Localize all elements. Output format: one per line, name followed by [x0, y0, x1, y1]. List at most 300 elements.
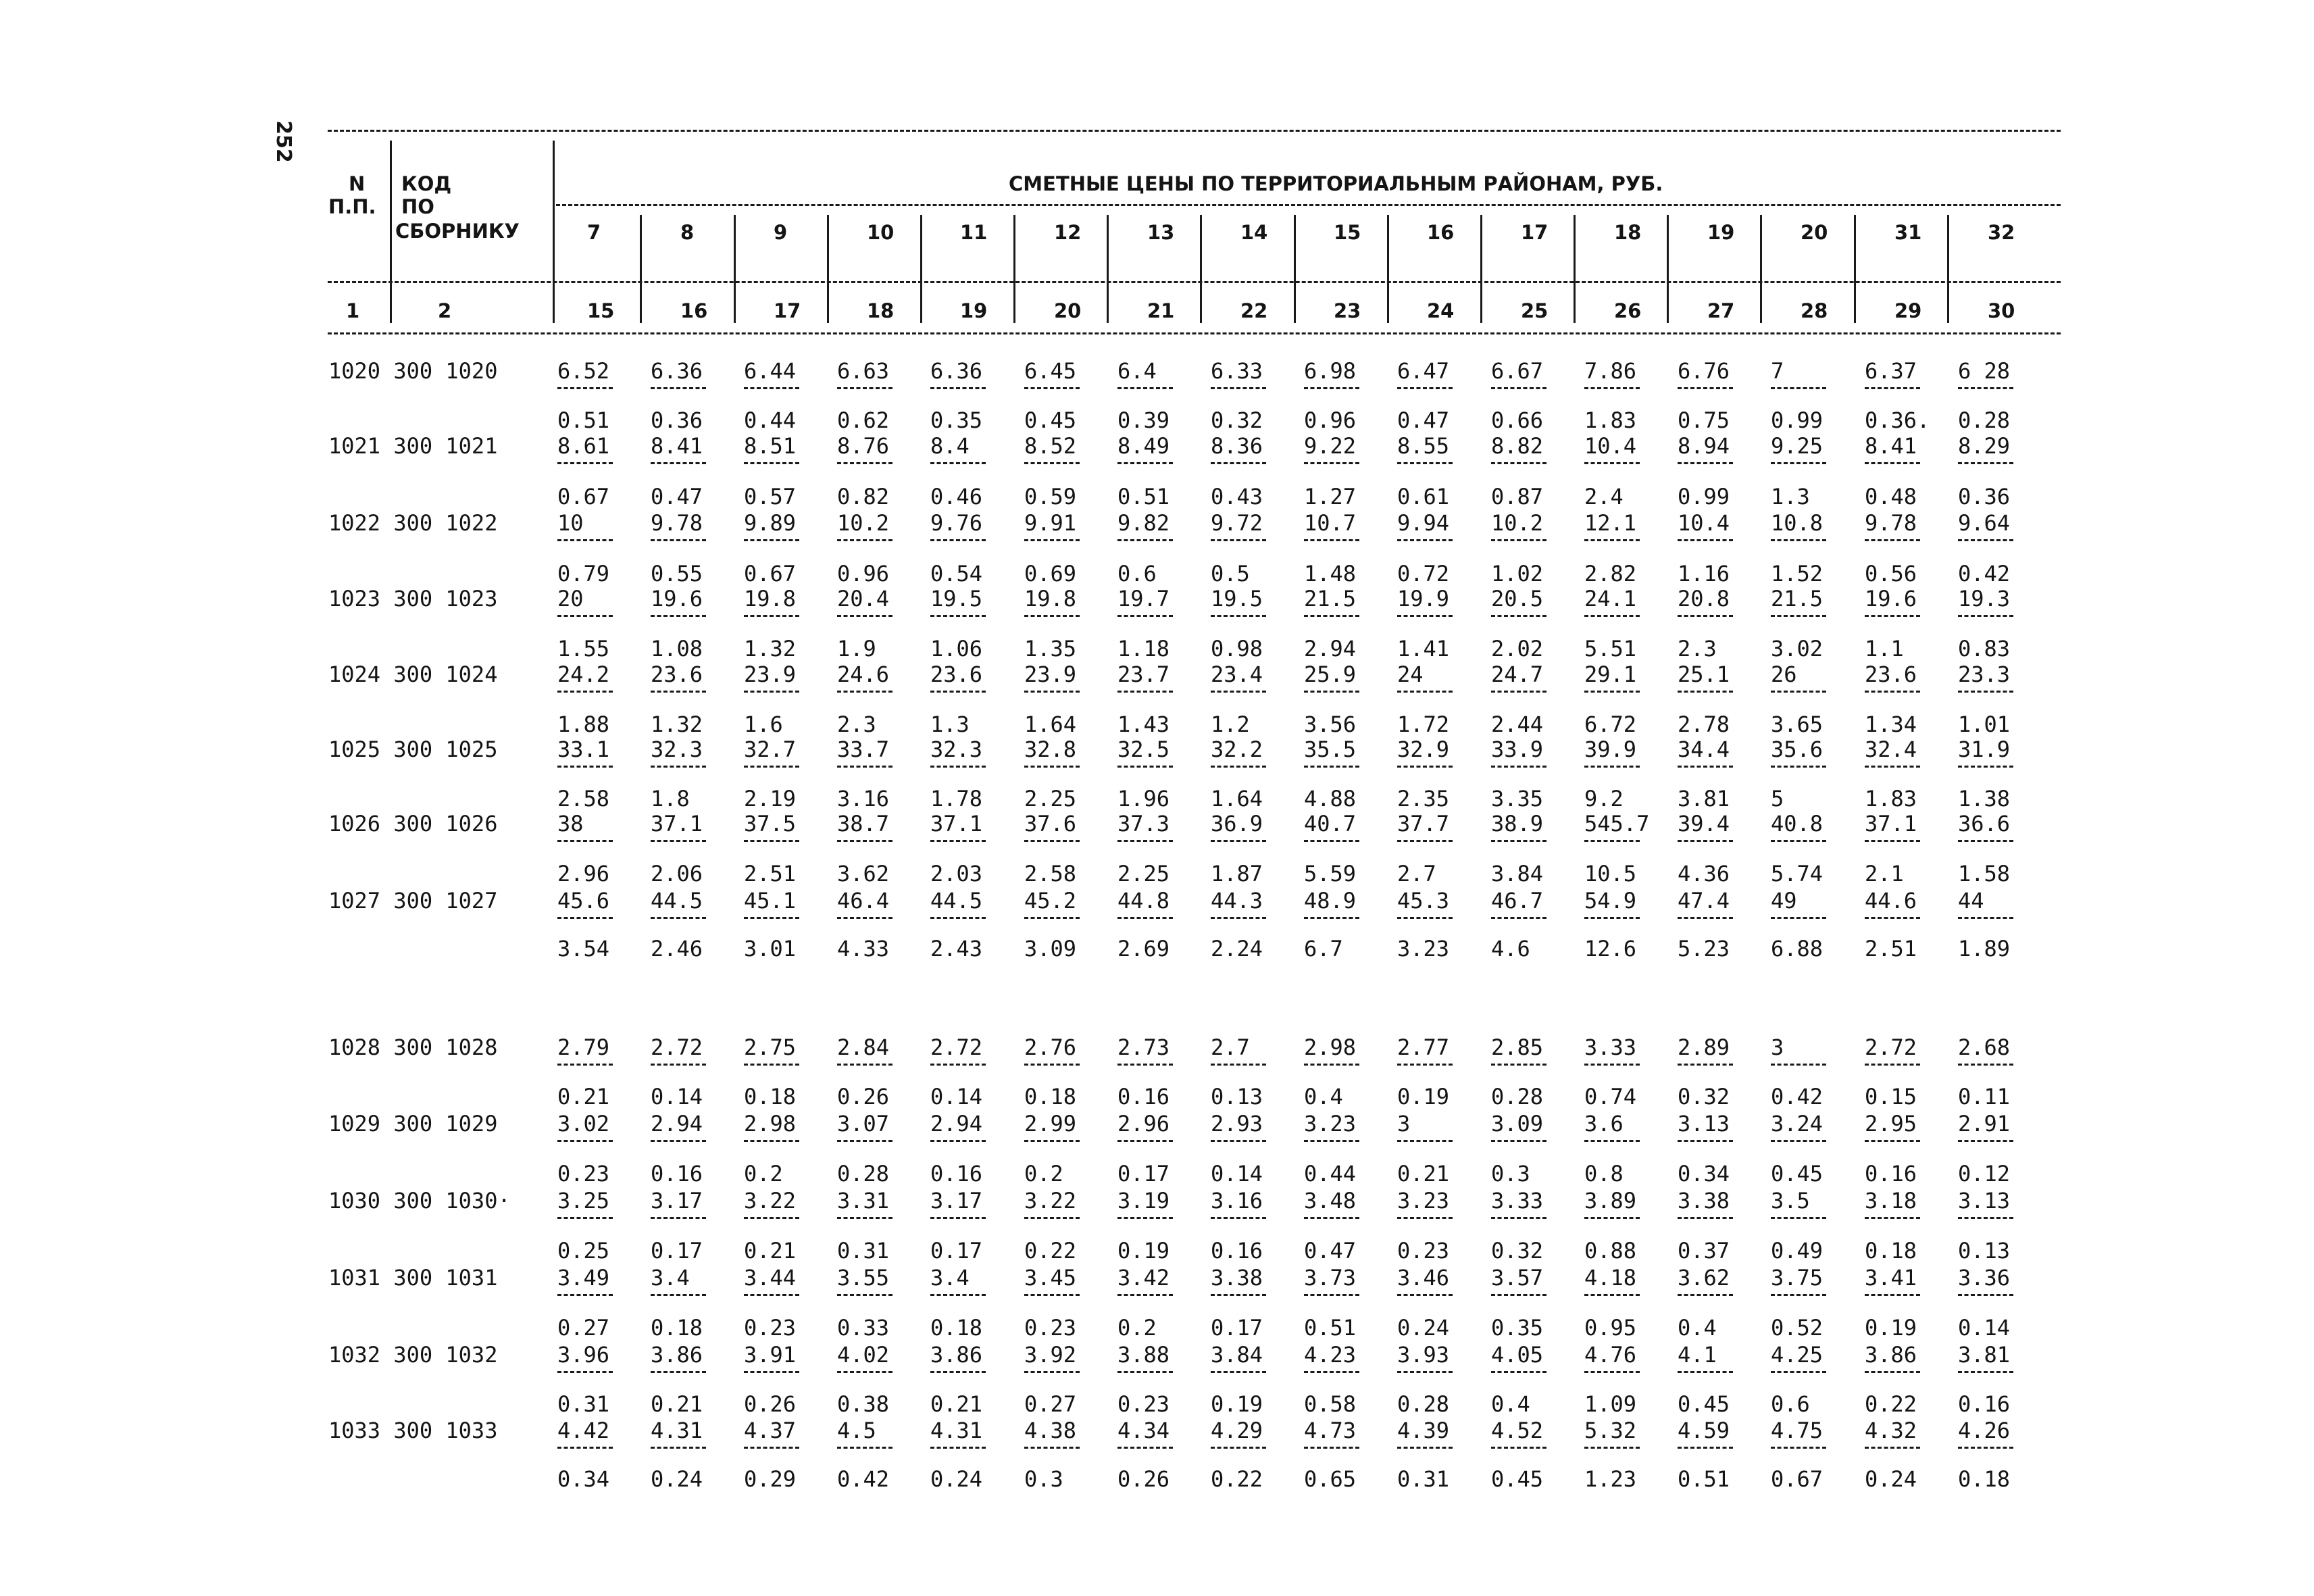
fraction-separator	[557, 539, 613, 541]
fraction-separator	[1584, 615, 1640, 617]
price-cell: 44.5	[651, 888, 703, 914]
fraction-separator	[1211, 917, 1266, 919]
price-cell: 25.1	[1678, 662, 1730, 687]
price-cell: 6.7	[1304, 936, 1343, 962]
price-cell: 3.19	[1117, 1188, 1170, 1214]
price-cell: 2.78	[1678, 712, 1730, 737]
price-cell: 1.43	[1117, 712, 1170, 737]
row-code: 1023 300 1023	[328, 586, 498, 612]
price-cell: 0.23	[1117, 1391, 1170, 1417]
fraction-separator	[837, 462, 892, 464]
row-code: 1027 300 1027	[328, 888, 498, 914]
fraction-separator	[1865, 539, 1920, 541]
region-divider	[1294, 215, 1296, 323]
price-cell: 0.51	[557, 407, 610, 433]
price-cell: 0.54	[930, 561, 983, 587]
price-cell: 2.72	[651, 1034, 703, 1060]
price-cell: 1.96	[1117, 786, 1170, 812]
fraction-separator	[1491, 1217, 1546, 1219]
price-cell: 6.33	[1211, 358, 1263, 384]
price-cell: 3.41	[1865, 1265, 1917, 1291]
fraction-separator	[1584, 1294, 1640, 1296]
fraction-separator	[1117, 1294, 1173, 1296]
fraction-separator	[837, 691, 892, 693]
price-cell: 1.09	[1584, 1391, 1637, 1417]
fraction-separator	[1678, 539, 1733, 541]
price-cell: 0.24	[651, 1466, 703, 1492]
fraction-separator	[1211, 1064, 1266, 1066]
price-cell: 0.48	[1865, 484, 1917, 509]
row-code: 1028 300 1028	[328, 1034, 498, 1060]
price-cell: 0.28	[1958, 407, 2011, 433]
price-cell: 1.32	[744, 636, 797, 662]
fraction-separator	[1584, 387, 1640, 389]
fraction-separator	[1304, 1140, 1359, 1142]
price-cell: 3.4	[930, 1265, 970, 1291]
fraction-separator	[1397, 1371, 1453, 1373]
fraction-separator	[557, 691, 613, 693]
fraction-separator	[557, 917, 613, 919]
price-cell: 23.6	[930, 662, 983, 687]
column-index: 23	[1334, 299, 1361, 322]
fraction-separator	[1117, 691, 1173, 693]
price-cell: 0.19	[1117, 1238, 1170, 1264]
price-cell: 12.6	[1584, 936, 1637, 962]
fraction-separator	[1304, 691, 1359, 693]
fraction-separator	[1958, 615, 2013, 617]
price-cell: 3.81	[1958, 1342, 2011, 1368]
price-cell: 2.51	[744, 861, 797, 887]
price-cell: 37.6	[1024, 811, 1077, 837]
price-cell: 0.47	[651, 484, 703, 509]
price-cell: 8.55	[1397, 433, 1450, 459]
price-cell: 24	[1397, 662, 1424, 687]
price-cell: 2.91	[1958, 1111, 2011, 1137]
fraction-separator	[1865, 917, 1920, 919]
price-cell: 3.56	[1304, 712, 1357, 737]
fraction-separator	[744, 539, 799, 541]
fraction-separator	[1584, 766, 1640, 768]
price-cell: 24.2	[557, 662, 610, 687]
page-number: 252	[271, 120, 295, 163]
price-cell: 0.29	[744, 1466, 797, 1492]
price-cell: 3.38	[1678, 1188, 1730, 1214]
price-cell: 1.64	[1024, 712, 1077, 737]
fraction-separator	[1584, 462, 1640, 464]
price-cell: 4.33	[837, 936, 890, 962]
fraction-separator	[1771, 766, 1826, 768]
price-cell: 0.3	[1024, 1466, 1063, 1492]
price-cell: 0.21	[557, 1084, 610, 1109]
region-divider	[1574, 215, 1576, 323]
price-cell: 45.1	[744, 888, 797, 914]
fraction-separator	[744, 691, 799, 693]
price-cell: 32.2	[1211, 737, 1263, 762]
price-cell: 5.59	[1304, 861, 1357, 887]
price-cell: 0.24	[930, 1466, 983, 1492]
price-cell: 2.84	[837, 1034, 890, 1060]
fraction-separator	[1304, 462, 1359, 464]
fraction-separator	[1304, 1294, 1359, 1296]
fraction-separator	[1865, 1217, 1920, 1219]
fraction-separator	[1678, 1064, 1733, 1066]
fraction-separator	[1397, 1294, 1453, 1296]
price-cell: 3.57	[1491, 1265, 1544, 1291]
price-cell: 0.14	[1211, 1161, 1263, 1187]
fraction-separator	[1958, 1217, 2013, 1219]
price-cell: 0.42	[837, 1466, 890, 1492]
price-cell: 32.4	[1865, 737, 1917, 762]
price-cell: 3.33	[1491, 1188, 1544, 1214]
price-cell: 38.7	[837, 811, 890, 837]
fraction-separator	[557, 766, 613, 768]
price-cell: 0.14	[1958, 1315, 2011, 1341]
price-cell: 0.35	[930, 407, 983, 433]
region-number: 14	[1240, 221, 1268, 244]
region-number: 7	[587, 221, 601, 244]
fraction-separator	[930, 1447, 986, 1449]
price-cell: 0.2	[1024, 1161, 1063, 1187]
price-cell: 19.6	[1865, 586, 1917, 612]
fraction-separator	[1491, 691, 1546, 693]
price-cell: 0.83	[1958, 636, 2011, 662]
price-cell: 0.17	[651, 1238, 703, 1264]
column-index: 19	[960, 299, 988, 322]
price-cell: 4.31	[930, 1418, 983, 1443]
price-cell: 1.88	[557, 712, 610, 737]
price-cell: 0.51	[1117, 484, 1170, 509]
price-cell: 10.5	[1584, 861, 1637, 887]
fraction-separator	[1865, 691, 1920, 693]
fraction-separator	[1678, 387, 1733, 389]
fraction-separator	[1117, 840, 1173, 842]
row-code: 1031 300 1031	[328, 1265, 498, 1291]
fraction-separator	[1024, 387, 1080, 389]
price-cell: 3	[1771, 1034, 1784, 1060]
fraction-separator	[1491, 1371, 1546, 1373]
fraction-separator	[651, 387, 706, 389]
region-number: 32	[1988, 221, 2015, 244]
price-cell: 46.4	[837, 888, 890, 914]
fraction-separator	[930, 539, 986, 541]
fraction-separator	[1024, 840, 1080, 842]
header-mid-rule	[328, 281, 2061, 283]
fraction-separator	[1865, 615, 1920, 617]
price-cell: 0.82	[837, 484, 890, 509]
fraction-separator	[1117, 1371, 1173, 1373]
price-cell: 0.26	[1117, 1466, 1170, 1492]
price-cell: 32.7	[744, 737, 797, 762]
price-cell: 0.45	[1771, 1161, 1823, 1187]
price-cell: 2.82	[1584, 561, 1637, 587]
price-cell: 4.76	[1584, 1342, 1637, 1368]
price-cell: 6.36	[930, 358, 983, 384]
price-cell: 3.38	[1211, 1265, 1263, 1291]
price-cell: 0.16	[1865, 1161, 1917, 1187]
price-cell: 6.44	[744, 358, 797, 384]
price-cell: 0.58	[1304, 1391, 1357, 1417]
price-cell: 6.67	[1491, 358, 1544, 384]
fraction-separator	[1304, 917, 1359, 919]
price-cell: 0.22	[1865, 1391, 1917, 1417]
price-cell: 0.19	[1865, 1315, 1917, 1341]
fraction-separator	[1771, 615, 1826, 617]
price-cell: 40.7	[1304, 811, 1357, 837]
price-cell: 6.72	[1584, 712, 1637, 737]
column-index: 27	[1707, 299, 1735, 322]
fraction-separator	[1584, 1447, 1640, 1449]
price-cell: 5.74	[1771, 861, 1823, 887]
price-cell: 0.75	[1678, 407, 1730, 433]
fraction-separator	[744, 1294, 799, 1296]
fraction-separator	[1117, 1447, 1173, 1449]
price-cell: 4.59	[1678, 1418, 1730, 1443]
price-cell: 3.02	[557, 1111, 610, 1137]
fraction-separator	[930, 766, 986, 768]
price-cell: 0.51	[1304, 1315, 1357, 1341]
fraction-separator	[1304, 766, 1359, 768]
price-cell: 49	[1771, 888, 1797, 914]
price-cell: 0.47	[1304, 1238, 1357, 1264]
price-cell: 2.06	[651, 861, 703, 887]
price-cell: 0.21	[930, 1391, 983, 1417]
fraction-separator	[1024, 766, 1080, 768]
price-cell: 0.14	[930, 1084, 983, 1109]
price-cell: 0.18	[1865, 1238, 1917, 1264]
fraction-separator	[1865, 1447, 1920, 1449]
fraction-separator	[1304, 1371, 1359, 1373]
fraction-separator	[1024, 917, 1080, 919]
price-cell: 1.83	[1865, 786, 1917, 812]
price-cell: 2.69	[1117, 936, 1170, 962]
price-cell: 0.3	[1491, 1161, 1530, 1187]
price-cell: 8.41	[651, 433, 703, 459]
price-cell: 4.5	[837, 1418, 876, 1443]
price-cell: 1.1	[1865, 636, 1904, 662]
price-cell: 2.7	[1211, 1034, 1250, 1060]
price-cell: 34.4	[1678, 737, 1730, 762]
fraction-separator	[1865, 840, 1920, 842]
fraction-separator	[1117, 1140, 1173, 1142]
price-cell: 2.94	[651, 1111, 703, 1137]
price-cell: 1.27	[1304, 484, 1357, 509]
region-divider	[734, 215, 736, 323]
fraction-separator	[1678, 1294, 1733, 1296]
fraction-separator	[1024, 1371, 1080, 1373]
fraction-separator	[930, 615, 986, 617]
price-cell: 3.6	[1584, 1111, 1624, 1137]
fraction-separator	[930, 840, 986, 842]
price-cell: 0.14	[651, 1084, 703, 1109]
fraction-separator	[1678, 917, 1733, 919]
price-cell: 0.31	[837, 1238, 890, 1264]
price-cell: 2.72	[930, 1034, 983, 1060]
price-cell: 3.36	[1958, 1265, 2011, 1291]
fraction-separator	[837, 1140, 892, 1142]
price-cell: 2.44	[1491, 712, 1544, 737]
price-cell: 0.62	[837, 407, 890, 433]
fraction-separator	[1024, 1447, 1080, 1449]
price-cell: 0.17	[1211, 1315, 1263, 1341]
row-code: 1032 300 1032	[328, 1342, 498, 1368]
fraction-separator	[557, 840, 613, 842]
price-cell: 3.42	[1117, 1265, 1170, 1291]
price-cell: 19.6	[651, 586, 703, 612]
price-cell: 0.18	[1958, 1466, 2011, 1492]
price-cell: 2.96	[1117, 1111, 1170, 1137]
price-cell: 4.39	[1397, 1418, 1450, 1443]
fraction-separator	[1024, 539, 1080, 541]
price-cell: 0.46	[930, 484, 983, 509]
price-cell: 0.72	[1397, 561, 1450, 587]
price-cell: 1.89	[1958, 936, 2011, 962]
fraction-separator	[1024, 691, 1080, 693]
price-cell: 36.9	[1211, 811, 1263, 837]
col-divider	[553, 141, 555, 323]
price-cell: 12.1	[1584, 510, 1637, 536]
region-number: 10	[867, 221, 895, 244]
price-cell: 1.02	[1491, 561, 1544, 587]
fraction-separator	[557, 1294, 613, 1296]
price-cell: 0.45	[1024, 407, 1077, 433]
price-cell: 9.78	[1865, 510, 1917, 536]
price-cell: 19.7	[1117, 586, 1170, 612]
price-cell: 3.24	[1771, 1111, 1823, 1137]
region-divider	[1200, 215, 1202, 323]
header-num-line1: N	[349, 172, 366, 195]
fraction-separator	[744, 1140, 799, 1142]
price-cell: 45.2	[1024, 888, 1077, 914]
fraction-separator	[744, 1217, 799, 1219]
price-cell: 1.8	[651, 786, 690, 812]
price-cell: 39.4	[1678, 811, 1730, 837]
region-number: 18	[1614, 221, 1642, 244]
price-cell: 0.37	[1678, 1238, 1730, 1264]
fraction-separator	[1865, 766, 1920, 768]
price-cell: 10.4	[1584, 433, 1637, 459]
price-cell: 2.25	[1024, 786, 1077, 812]
price-cell: 39.9	[1584, 737, 1637, 762]
price-cell: 37.1	[651, 811, 703, 837]
price-cell: 6.52	[557, 358, 610, 384]
price-cell: 3.93	[1397, 1342, 1450, 1368]
price-cell: 4.26	[1958, 1418, 2011, 1443]
fraction-separator	[1678, 1371, 1733, 1373]
price-cell: 3.16	[1211, 1188, 1263, 1214]
price-cell: 20.5	[1491, 586, 1544, 612]
price-cell: 4.38	[1024, 1418, 1077, 1443]
fraction-separator	[1491, 1294, 1546, 1296]
price-cell: 37.3	[1117, 811, 1170, 837]
fraction-separator	[651, 840, 706, 842]
price-cell: 3.73	[1304, 1265, 1357, 1291]
fraction-separator	[1865, 1371, 1920, 1373]
fraction-separator	[1304, 539, 1359, 541]
fraction-separator	[651, 615, 706, 617]
price-cell: 0.4	[1491, 1391, 1530, 1417]
price-cell: 1.01	[1958, 712, 2011, 737]
price-cell: 3.18	[1865, 1188, 1917, 1214]
price-cell: 8.41	[1865, 433, 1917, 459]
region-number: 15	[1334, 221, 1361, 244]
price-cell: 23.9	[1024, 662, 1077, 687]
price-cell: 3.22	[744, 1188, 797, 1214]
fraction-separator	[1958, 462, 2013, 464]
fraction-separator	[557, 462, 613, 464]
fraction-separator	[651, 539, 706, 541]
fraction-separator	[1771, 1217, 1826, 1219]
price-cell: 0.18	[1024, 1084, 1077, 1109]
price-cell: 2.51	[1865, 936, 1917, 962]
price-cell: 0.96	[1304, 407, 1357, 433]
fraction-separator	[1397, 840, 1453, 842]
fraction-separator	[744, 1447, 799, 1449]
fraction-separator	[1024, 1064, 1080, 1066]
price-cell: 4.29	[1211, 1418, 1263, 1443]
price-cell: 4.23	[1304, 1342, 1357, 1368]
fraction-separator	[557, 1447, 613, 1449]
fraction-separator	[1771, 840, 1826, 842]
fraction-separator	[557, 615, 613, 617]
region-divider	[1854, 215, 1856, 323]
price-cell: 3.86	[651, 1342, 703, 1368]
price-cell: 1.06	[930, 636, 983, 662]
region-divider	[827, 215, 829, 323]
fraction-separator	[1304, 387, 1359, 389]
price-cell: 4.52	[1491, 1418, 1544, 1443]
region-divider	[1387, 215, 1389, 323]
price-cell: 0.23	[1397, 1238, 1450, 1264]
price-cell: 0.36	[651, 407, 703, 433]
price-cell: 5	[1771, 786, 1784, 812]
column-index: 26	[1614, 299, 1642, 322]
fraction-separator	[1211, 615, 1266, 617]
fraction-separator	[651, 1447, 706, 1449]
price-cell: 0.23	[557, 1161, 610, 1187]
price-cell: 4.36	[1678, 861, 1730, 887]
fraction-separator	[1584, 1371, 1640, 1373]
price-cell: 0.16	[930, 1161, 983, 1187]
price-cell: 0.26	[837, 1084, 890, 1109]
fraction-separator	[1304, 1217, 1359, 1219]
price-cell: 37.1	[930, 811, 983, 837]
price-cell: 19.9	[1397, 586, 1450, 612]
price-cell: 1.72	[1397, 712, 1450, 737]
price-cell: 3.23	[1304, 1111, 1357, 1137]
price-cell: 1.9	[837, 636, 876, 662]
price-cell: 0.56	[1865, 561, 1917, 587]
price-cell: 6.45	[1024, 358, 1077, 384]
fraction-separator	[1771, 1064, 1826, 1066]
row-code: 1021 300 1021	[328, 433, 498, 459]
price-cell: 4.88	[1304, 786, 1357, 812]
price-cell: 8.29	[1958, 433, 2011, 459]
price-cell: 0.8	[1584, 1161, 1624, 1187]
price-cell: 4.32	[1865, 1418, 1917, 1443]
price-cell: 0.38	[837, 1391, 890, 1417]
row-code: 1020 300 1020	[328, 358, 498, 384]
fraction-separator	[1958, 691, 2013, 693]
fraction-separator	[1958, 1294, 2013, 1296]
fraction-separator	[1211, 1294, 1266, 1296]
top-rule	[328, 130, 2061, 132]
price-cell: 4.18	[1584, 1265, 1637, 1291]
region-number: 19	[1707, 221, 1735, 244]
fraction-separator	[837, 1294, 892, 1296]
price-cell: 0.31	[557, 1391, 610, 1417]
price-cell: 24.7	[1491, 662, 1544, 687]
fraction-separator	[1117, 387, 1173, 389]
